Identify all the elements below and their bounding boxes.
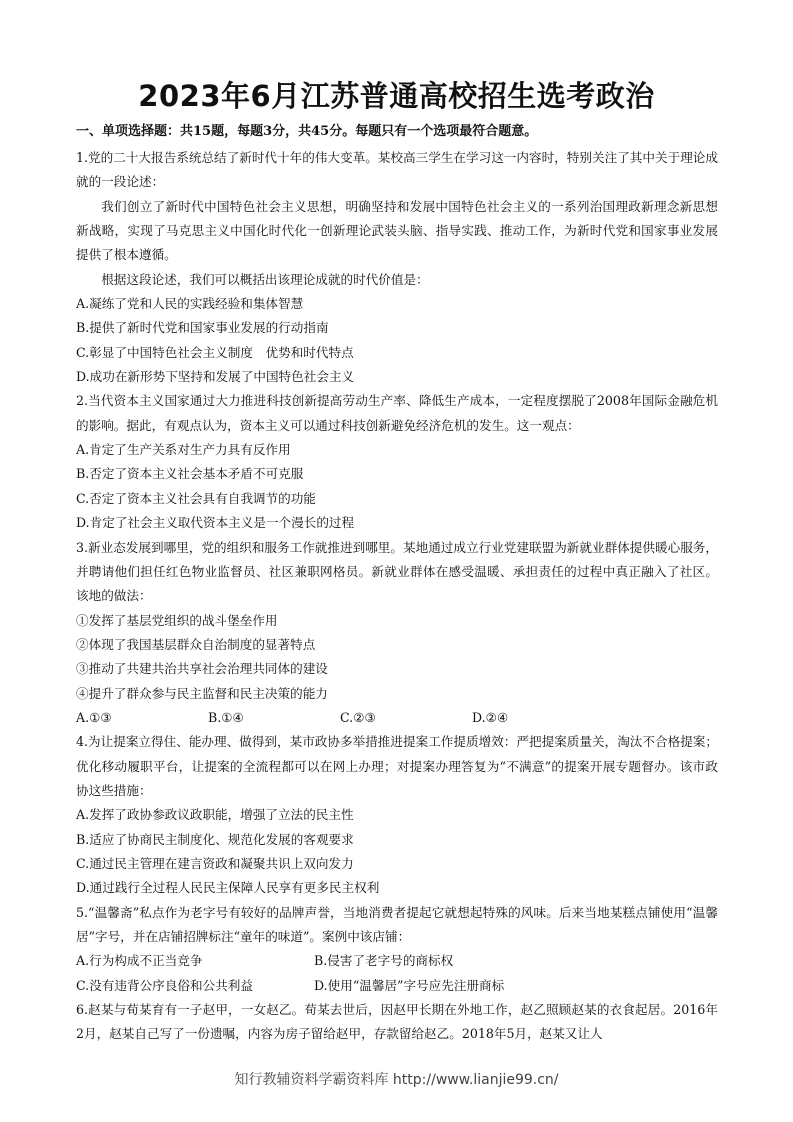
question-2-stem: 2.当代资本主义国家通过大力推进科技创新提高劳动生产率、降低生产成本，一定程度摆脱了2008年国际金融危机的影响。据此，有观点认为，资本主义可以通过科技创新避免经济危机的发生。这一观点： — [76, 393, 718, 433]
question-5-options-row-1 — [76, 949, 718, 973]
question-content — [76, 146, 718, 1047]
question-3-item-1: ①发挥了基层党组织的战斗堡垒作用 — [76, 612, 278, 628]
question-5-option-c: C.没有违背公序良俗和公共利益 — [76, 977, 253, 993]
question-5-option-b: B.侵害了老字号的商标权 — [314, 953, 454, 969]
question-3-option-d: D.②④ — [472, 709, 509, 725]
question-3-option-c: C.②③ — [340, 709, 376, 725]
question-1-option-b: B.提供了新时代党和国家事业发展的行动指南 — [76, 320, 329, 336]
question-3-options — [76, 706, 718, 730]
question-2-option-d: D.肯定了社会主义取代资本主义是一个漫长的过程 — [76, 515, 355, 531]
question-5-option-d: D.使用“温馨居”字号应先注册商标 — [314, 977, 505, 993]
footer-watermark: 知行教辅资料学霸资料库 http://www.lianjie99.cn/ — [234, 1072, 559, 1088]
question-4-option-b: B.适应了协商民主制度化、规范化发展的客观要求 — [76, 831, 354, 847]
question-4-option-c: C.通过民主管理在建言资政和凝聚共识上双向发力 — [76, 855, 354, 871]
question-1-quote: 我们创立了新时代中国特色社会主义思想，明确坚持和发展中国特色社会主义的一系列治国理政新理念新思想新战略，实现了马克思主义中国化时代化一创新理论武装头脑、指导实践、推动工作，为新时代党和国家事业发展提供了根本遵循。 — [76, 198, 718, 263]
question-1-option-d: D.成功在新形势下坚持和发展了中国特色社会主义 — [76, 369, 355, 385]
question-5-option-a: A.行为构成不正当竞争 — [76, 953, 203, 969]
question-4-option-d: D.通过践行全过程人民民主保障人民享有更多民主权利 — [76, 880, 380, 896]
section-heading: 一、单项选择题：共15题，每题3分，共45分。每题只有一个选项最符合题意。 — [76, 124, 538, 139]
question-1-option-a: A.凝练了党和人民的实践经验和集体智慧 — [76, 296, 304, 312]
question-5-options-row-2 — [76, 974, 718, 998]
question-3-option-a: A.①③ — [76, 709, 112, 725]
question-6-stem: 6.赵某与荀某育有一子赵甲，一女赵乙。荀某去世后，因赵甲长期在外地工作，赵乙照顾赵某的衣食起居。2016年2月，赵某自己写了一份遗嘱，内容为房子留给赵甲，存款留给赵乙。2018年5月，赵某又让人 — [76, 1002, 718, 1042]
question-5-stem: 5.“温馨斋”私点作为老字号有较好的品牌声誉，当地消费者提起它就想起特殊的风味。后来当地某糕点铺使用“温馨居”字号，并在店铺招牌标注“童年的味道”。案例中该店铺： — [76, 904, 718, 944]
question-1-option-c: C.彰显了中国特色社会主义制度 优势和时代特点 — [76, 344, 354, 360]
question-2-option-a: A.肯定了生产关系对生产力具有反作用 — [76, 442, 291, 458]
question-2-option-c: C.否定了资本主义社会具有自我调节的功能 — [76, 490, 316, 506]
question-3-item-2: ②体现了我国基层群众自治制度的显著特点 — [76, 636, 316, 652]
question-3-stem: 3.新业态发展到哪里，党的组织和服务工作就推进到哪里。某地通过成立行业党建联盟为新就业群体提供暖心服务，并聘请他们担任红色物业监督员、社区兼职网格员。新就业群体在感受温暖、承担责任的过程中真正融入了社区。该地的做法： — [76, 539, 718, 604]
question-4-option-a: A.发挥了政协参政议政职能，增强了立法的民主性 — [76, 807, 354, 823]
question-1-ask: 根据这段论述，我们可以概括出该理论成就的时代价值是： — [101, 271, 429, 287]
page-title: 2023年6月江苏普通高校招生选考政治 — [138, 79, 655, 113]
question-3-item-4: ④提升了群众参与民主监督和民主决策的能力 — [76, 685, 328, 701]
question-1-stem: 1.党的二十大报告系统总结了新时代十年的伟大变革。某校高三学生在学习这一内容时，特别关注了其中关于理论成就的一段论述： — [76, 150, 718, 190]
question-2-option-b: B.否定了资本主义社会基本矛盾不可克服 — [76, 466, 304, 482]
question-3-option-b: B.①④ — [208, 709, 244, 725]
question-3-item-3: ③推动了共建共治共享社会治理共同体的建设 — [76, 661, 328, 677]
question-4-stem: 4.为让提案立得住、能办理、做得到，某市政协多举措推进提案工作提质增效：严把提案质量关，淘汰不合格提案；优化移动履职平台，让提案的全流程都可以在网上办理；对提案办理答复为“不满意”的提案开展专题督办。该市政协这些措施： — [76, 734, 718, 798]
